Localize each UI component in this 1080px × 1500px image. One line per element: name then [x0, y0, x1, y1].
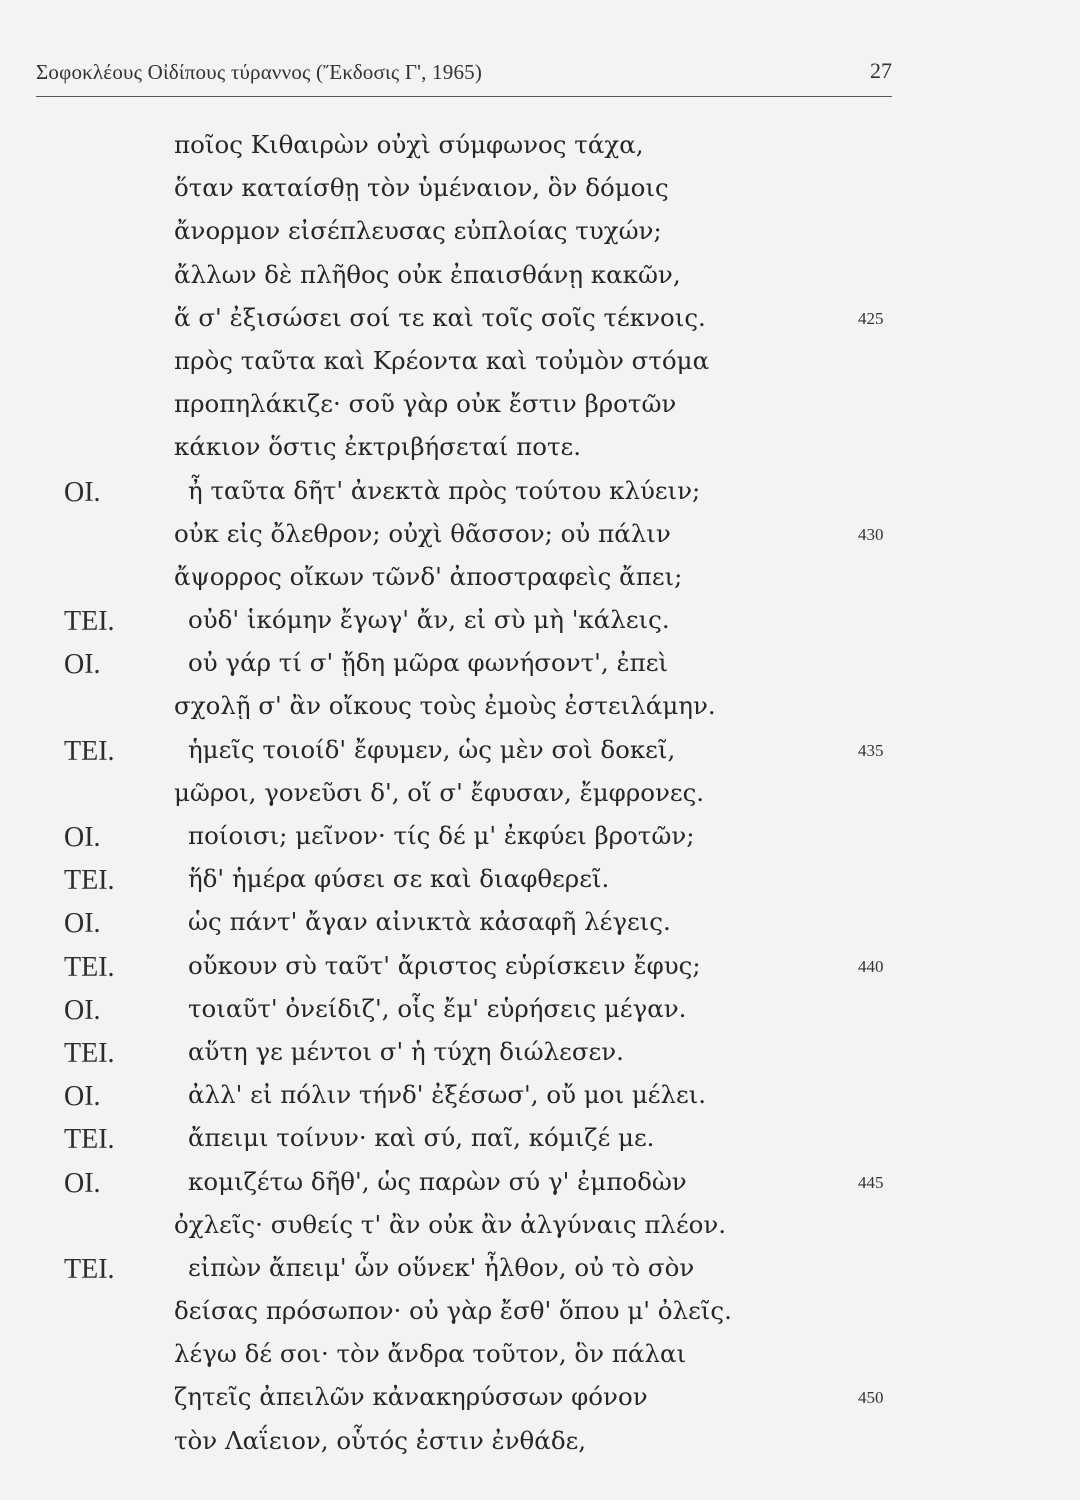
verse-line — [0, 994, 1080, 1037]
verse-text: ὡς πάντ' ἄγαν αἰνικτὰ κἀσαφῆ λέγεις. — [188, 907, 671, 937]
verse-line — [0, 1080, 1080, 1123]
speaker-label: ΟΙ. — [64, 1167, 101, 1199]
verse-text: δείσας πρόσωπον· οὐ γὰρ ἔσθ' ὅπου μ' ὀλεῖς. — [174, 1296, 732, 1326]
verse-text: πρὸς ταῦτα καὶ Κρέοντα καὶ τοὐμὸν στόμα — [174, 345, 710, 375]
speaker-label: ΤΕΙ. — [64, 865, 115, 897]
verse-line — [0, 130, 1080, 173]
verse-text: ὅταν καταίσθῃ τὸν ὑμέναιον, ὃν δόμοις — [174, 173, 669, 203]
verse-line — [0, 389, 1080, 432]
verse-text: ἀλλ' εἰ πόλιν τήνδ' ἐξέσωσ', οὔ μοι μέλει. — [188, 1080, 707, 1110]
verse-line — [0, 432, 1080, 475]
verse-text: ἅ σ' ἐξισώσει σοί τε καὶ τοῖς σοῖς τέκνοις. — [174, 302, 706, 332]
line-number: 430 — [858, 524, 884, 544]
verse-text: ἄπειμι τοίνυν· καὶ σύ, παῖ, κόμιζέ με. — [188, 1123, 655, 1153]
verse-text: οὐ γάρ τί σ' ᾔδη μῶρα φωνήσοντ', ἐπεὶ — [188, 648, 669, 678]
verse-line — [0, 1382, 1080, 1425]
line-number: 440 — [858, 956, 884, 976]
verse-text: λέγω δέ σοι· τὸν ἄνδρα τοῦτον, ὃν πάλαι — [174, 1339, 687, 1369]
verse-text: οὐδ' ἱκόμην ἔγωγ' ἄν, εἰ σὺ μὴ 'κάλεις. — [188, 605, 670, 635]
line-number: 425 — [858, 308, 884, 328]
verse-line — [0, 1426, 1080, 1469]
verse-text: οὐκ εἰς ὄλεθρον; οὐχὶ θᾶσσον; οὐ πάλιν — [174, 518, 671, 548]
verse-line — [0, 1253, 1080, 1296]
speaker-label: ΤΕΙ. — [64, 951, 115, 983]
verse-line — [0, 1210, 1080, 1253]
verse-line — [0, 735, 1080, 778]
verse-text: ἡμεῖς τοιοίδ' ἔφυμεν, ὡς μὲν σοὶ δοκεῖ, — [188, 734, 676, 764]
verse-text: ὀχλεῖς· συθείς τ' ἂν οὐκ ἂν ἀλγύναις πλέον. — [174, 1209, 727, 1239]
verse-text: ἄνορμον εἰσέπλευσας εὐπλοίας τυχών; — [174, 216, 662, 246]
verse-line — [0, 216, 1080, 259]
line-number: 450 — [858, 1388, 884, 1408]
verse-line — [0, 821, 1080, 864]
verse-line — [0, 260, 1080, 303]
speaker-label: ΟΙ. — [64, 822, 101, 853]
verse-line — [0, 864, 1080, 907]
verse-text: τοιαῦτ' ὀνείδιζ', οἷς ἔμ' εὑρήσεις μέγαν. — [188, 993, 687, 1023]
speaker-label: ΤΕΙ. — [64, 1124, 115, 1156]
verse-text: ζητεῖς ἀπειλῶν κἀνακηρύσσων φόνον — [174, 1382, 648, 1412]
verse-text: κάκιον ὅστις ἐκτριβήσεταί ποτε. — [174, 432, 582, 462]
verse-line — [0, 476, 1080, 519]
verse-line — [0, 519, 1080, 562]
verse-line — [0, 907, 1080, 950]
page-number: 27 — [870, 58, 892, 83]
line-number: 435 — [858, 740, 884, 760]
speaker-label: ΟΙ. — [64, 908, 101, 940]
running-title: Σοφοκλέους Οἰδίπους τύραννος (Ἔκδοσις Γ', 1965) — [36, 60, 483, 84]
header-rule — [36, 96, 892, 97]
verse-line — [0, 691, 1080, 734]
speaker-label: ΤΕΙ. — [64, 1253, 115, 1285]
verse-line — [0, 346, 1080, 389]
verse-line — [0, 1123, 1080, 1166]
line-number: 445 — [858, 1172, 884, 1192]
verse-text: αὕτη γε μέντοι σ' ἡ τύχη διώλεσεν. — [188, 1036, 624, 1066]
speaker-label: ΤΕΙ. — [64, 606, 115, 638]
verse-line — [0, 1167, 1080, 1210]
verse-line — [0, 951, 1080, 994]
verse-text: εἰπὼν ἄπειμ' ὧν οὕνεκ' ἦλθον, οὐ τὸ σὸν — [188, 1252, 695, 1282]
verse-line — [0, 778, 1080, 821]
verse-text: ἥδ' ἡμέρα φύσει σε καὶ διαφθερεῖ. — [188, 864, 610, 894]
verse-text: μῶροι, γονεῦσι δ', οἵ σ' ἔφυσαν, ἔμφρονες. — [174, 777, 705, 807]
verse-line — [0, 1037, 1080, 1080]
verse-line — [0, 1339, 1080, 1382]
speaker-label: ΟΙ. — [64, 476, 101, 508]
verse-line — [0, 173, 1080, 216]
speaker-label: ΤΕΙ. — [64, 1037, 115, 1069]
verse-text: οὔκουν σὺ ταῦτ' ἄριστος εὑρίσκειν ἔφυς; — [188, 950, 701, 980]
verse-line — [0, 303, 1080, 346]
verse-text: τὸν Λαΐειον, οὗτός ἐστιν ἐνθάδε, — [174, 1425, 587, 1455]
verse-line — [0, 1296, 1080, 1339]
verse-text: κομιζέτω δῆθ', ὡς παρὼν σύ γ' ἐμποδὼν — [188, 1166, 687, 1196]
verse-text: ποῖος Κιθαιρὼν οὐχὶ σύμφωνος τάχα, — [174, 130, 644, 159]
verse-line — [0, 648, 1080, 691]
speaker-label: ΟΙ. — [64, 1081, 101, 1113]
verse-text: ποίοισι; μεῖνον· τίς δέ μ' ἐκφύει βροτῶν; — [188, 821, 695, 850]
speaker-label: ΤΕΙ. — [64, 735, 115, 767]
verse-text: ἄψορρος οἴκων τῶνδ' ἀποστραφεὶς ἄπει; — [174, 561, 683, 591]
verse-line — [0, 562, 1080, 605]
verse-text: σχολῇ σ' ἂν οἴκους τοὺς ἐμοὺς ἐστειλάμην. — [174, 691, 716, 721]
speaker-label: ΟΙ. — [64, 994, 101, 1026]
verse-block — [0, 130, 1080, 1469]
verse-text: ἄλλων δὲ πλῆθος οὐκ ἐπαισθάνῃ κακῶν, — [174, 259, 681, 289]
speaker-label: ΟΙ. — [64, 649, 101, 681]
verse-text: ἦ ταῦτα δῆτ' ἀνεκτὰ πρὸς τούτου κλύειν; — [188, 475, 701, 505]
verse-text: προπηλάκιζε· σοῦ γὰρ οὐκ ἔστιν βροτῶν — [174, 389, 677, 419]
verse-line — [0, 605, 1080, 648]
